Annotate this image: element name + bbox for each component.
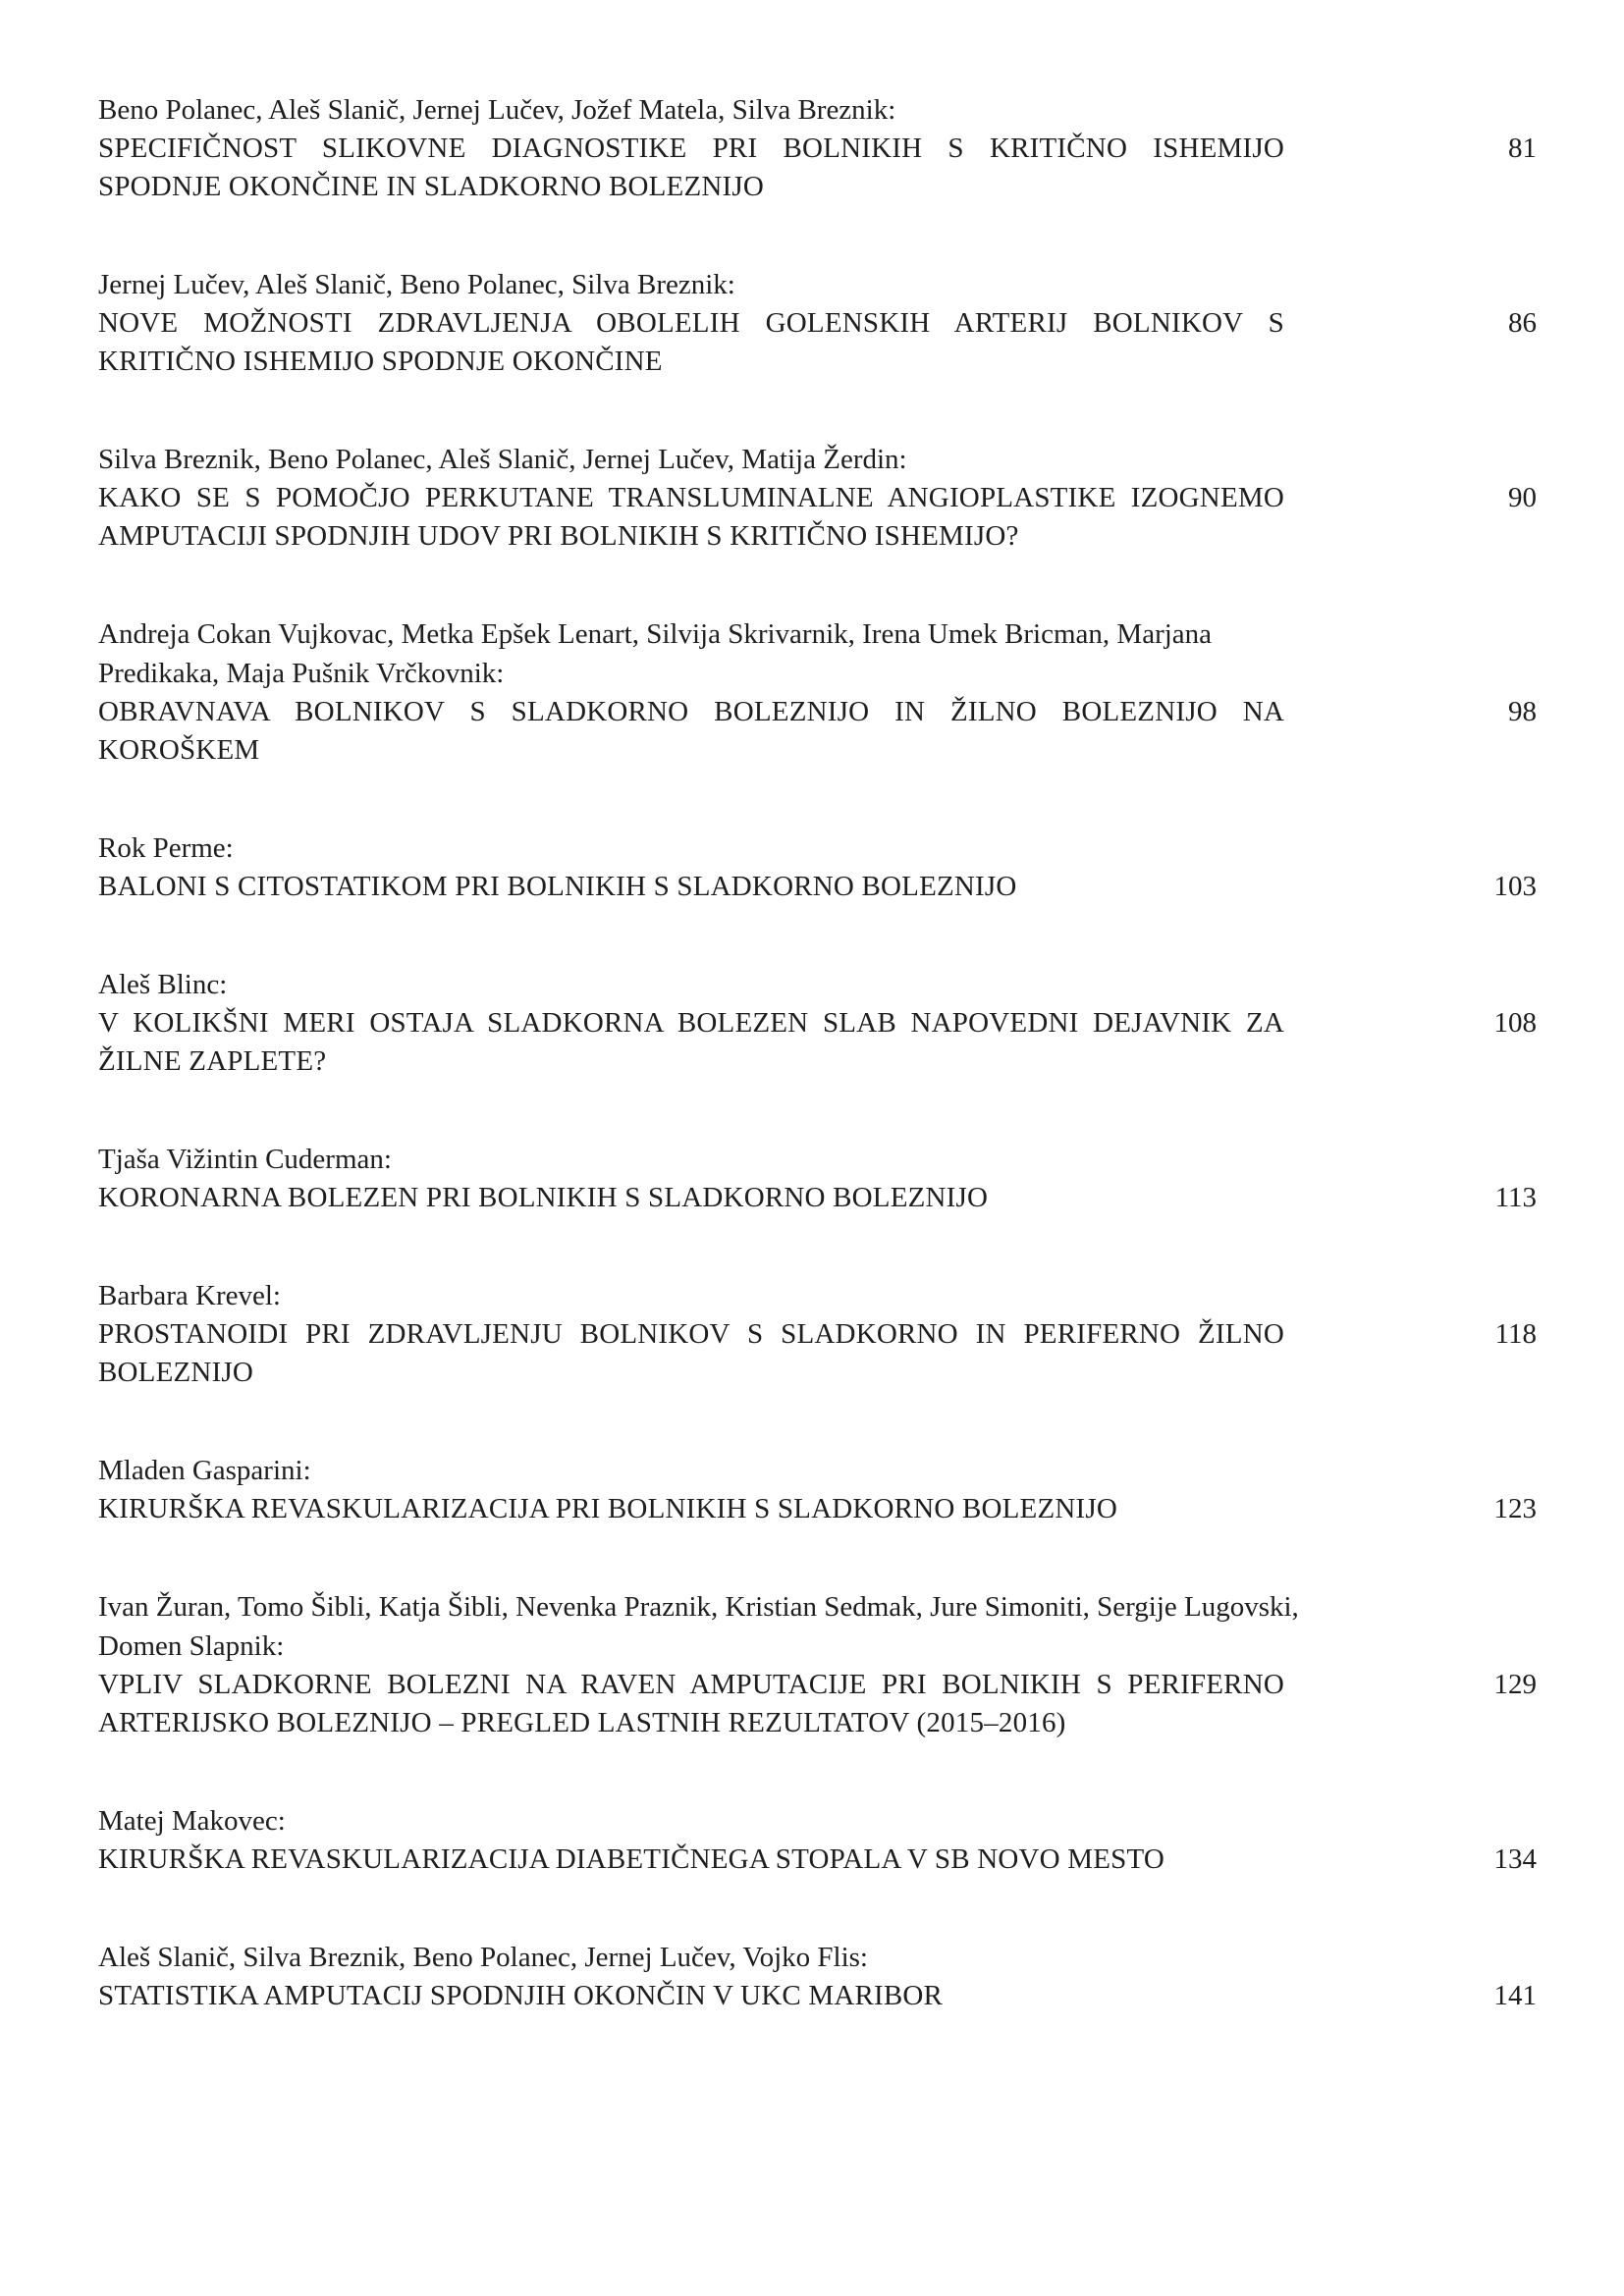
entry-page-number: 90 <box>1508 482 1537 513</box>
entry-title-row <box>98 1179 1542 1217</box>
entry-title: STATISTIKA AMPUTACIJ SPODNJIH OKONČIN V UKC MARIBOR <box>98 1980 944 2011</box>
entry-title-row <box>98 1977 1542 2015</box>
entry-page-number: 141 <box>1493 1980 1537 2011</box>
toc-entry <box>98 1938 1542 2015</box>
entry-title-row <box>98 1841 1542 1879</box>
entry-authors: Aleš Blinc: <box>98 969 228 1000</box>
entry-page-number: 123 <box>1493 1493 1537 1524</box>
toc-entry <box>98 828 1542 906</box>
toc-entry <box>98 265 1542 381</box>
entry-authors: Matej Makovec: <box>98 1805 286 1837</box>
entry-authors: Jernej Lučev, Aleš Slanič, Beno Polanec, Silva Breznik: <box>98 269 735 300</box>
entry-title: V KOLIKŠNI MERI OSTAJA SLADKORNA BOLEZEN SLAB NAPOVEDNI DEJAVNIK ZA ŽILNE ZAPLETE? <box>98 1007 1284 1077</box>
toc-entry <box>98 965 1542 1081</box>
entry-title-row <box>98 1004 1542 1081</box>
entry-authors: Aleš Slanič, Silva Breznik, Beno Polanec, Jernej Lučev, Vojko Flis: <box>98 1942 868 1973</box>
entry-authors: Beno Polanec, Aleš Slanič, Jernej Lučev, Jožef Matela, Silva Breznik: <box>98 94 896 126</box>
entry-title: KORONARNA BOLEZEN PRI BOLNIKIH S SLADKORNO BOLEZNIJO <box>98 1182 989 1213</box>
toc-entry <box>98 1587 1542 1742</box>
entry-title: KIRURŠKA REVASKULARIZACIJA PRI BOLNIKIH S SLADKORNO BOLEZNIJO <box>98 1493 1118 1524</box>
entry-page-number: 118 <box>1494 1318 1537 1350</box>
entry-page-number: 113 <box>1494 1182 1537 1213</box>
entry-title: NOVE MOŽNOSTI ZDRAVLJENJA OBOLELIH GOLENSKIH ARTERIJ BOLNIKOV S KRITIČNO ISHEMIJO SPODNJE OKONČINE <box>98 307 1284 377</box>
entry-page-number: 98 <box>1508 696 1537 727</box>
toc-entry <box>98 1801 1542 1879</box>
entry-authors: Tjaša Vižintin Cuderman: <box>98 1144 392 1175</box>
entry-title-row <box>98 130 1542 206</box>
entry-page-number: 134 <box>1493 1843 1537 1875</box>
entry-title: BALONI S CITOSTATIKOM PRI BOLNIKIH S SLADKORNO BOLEZNIJO <box>98 871 1017 902</box>
entry-title: VPLIV SLADKORNE BOLEZNI NA RAVEN AMPUTACIJE PRI BOLNIKIH S PERIFERNO ARTERIJSKO BOLEZNIJO – PREGLED LASTNIH REZULTATOV (2015–2016) <box>98 1669 1284 1738</box>
entry-title: KAKO SE S POMOČJO PERKUTANE TRANSLUMINALNE ANGIOPLASTIKE IZOGNEMO AMPUTACIJI SPODNJIH UDOV PRI BOLNIKIH S KRITIČNO ISHEMIJO? <box>98 482 1284 552</box>
entry-title-row <box>98 868 1542 906</box>
entry-title-row <box>98 1666 1542 1742</box>
entry-title: SPECIFIČNOST SLIKOVNE DIAGNOSTIKE PRI BOLNIKIH S KRITIČNO ISHEMIJO SPODNJE OKONČINE IN SLADKORNO BOLEZNIJO <box>98 133 1284 202</box>
entry-title-row <box>98 479 1542 556</box>
entry-title-row <box>98 1490 1542 1528</box>
entry-page-number: 81 <box>1508 133 1537 164</box>
toc-entry <box>98 1276 1542 1392</box>
entry-title: OBRAVNAVA BOLNIKOV S SLADKORNO BOLEZNIJO IN ŽILNO BOLEZNIJO NA KOROŠKEM <box>98 696 1284 766</box>
entry-page-number: 103 <box>1493 871 1537 902</box>
entry-authors: Barbara Krevel: <box>98 1280 281 1311</box>
entry-title: KIRURŠKA REVASKULARIZACIJA DIABETIČNEGA STOPALA V SB NOVO MESTO <box>98 1843 1165 1875</box>
entry-title-row <box>98 1315 1542 1392</box>
entry-authors: Rok Perme: <box>98 832 234 864</box>
entry-page-number: 86 <box>1508 307 1537 339</box>
entry-authors: Silva Breznik, Beno Polanec, Aleš Slanič, Jernej Lučev, Matija Žerdin: <box>98 444 907 475</box>
entry-title: PROSTANOIDI PRI ZDRAVLJENJU BOLNIKOV S SLADKORNO IN PERIFERNO ŽILNO BOLEZNIJO <box>98 1318 1284 1388</box>
toc-entry <box>98 1451 1542 1528</box>
toc-entry <box>98 614 1542 770</box>
toc-entry <box>98 90 1542 206</box>
entry-title-row <box>98 693 1542 770</box>
toc-entry <box>98 1140 1542 1217</box>
entry-page-number: 129 <box>1493 1669 1537 1700</box>
entry-authors: Andreja Cokan Vujkovac, Metka Epšek Lenart, Silvija Skrivarnik, Irena Umek Bricman, Marjana Predikaka, Maja Pušnik Vrčkovnik: <box>98 618 1213 689</box>
table-of-contents <box>98 90 1542 2015</box>
entry-authors: Ivan Žuran, Tomo Šibli, Katja Šibli, Nevenka Praznik, Kristian Sedmak, Jure Simoniti, Sergije Lugovski, Domen Slapnik: <box>98 1591 1299 1662</box>
toc-entry <box>98 440 1542 556</box>
entry-page-number: 108 <box>1493 1007 1537 1039</box>
entry-title-row <box>98 304 1542 381</box>
entry-authors: Mladen Gasparini: <box>98 1455 311 1486</box>
